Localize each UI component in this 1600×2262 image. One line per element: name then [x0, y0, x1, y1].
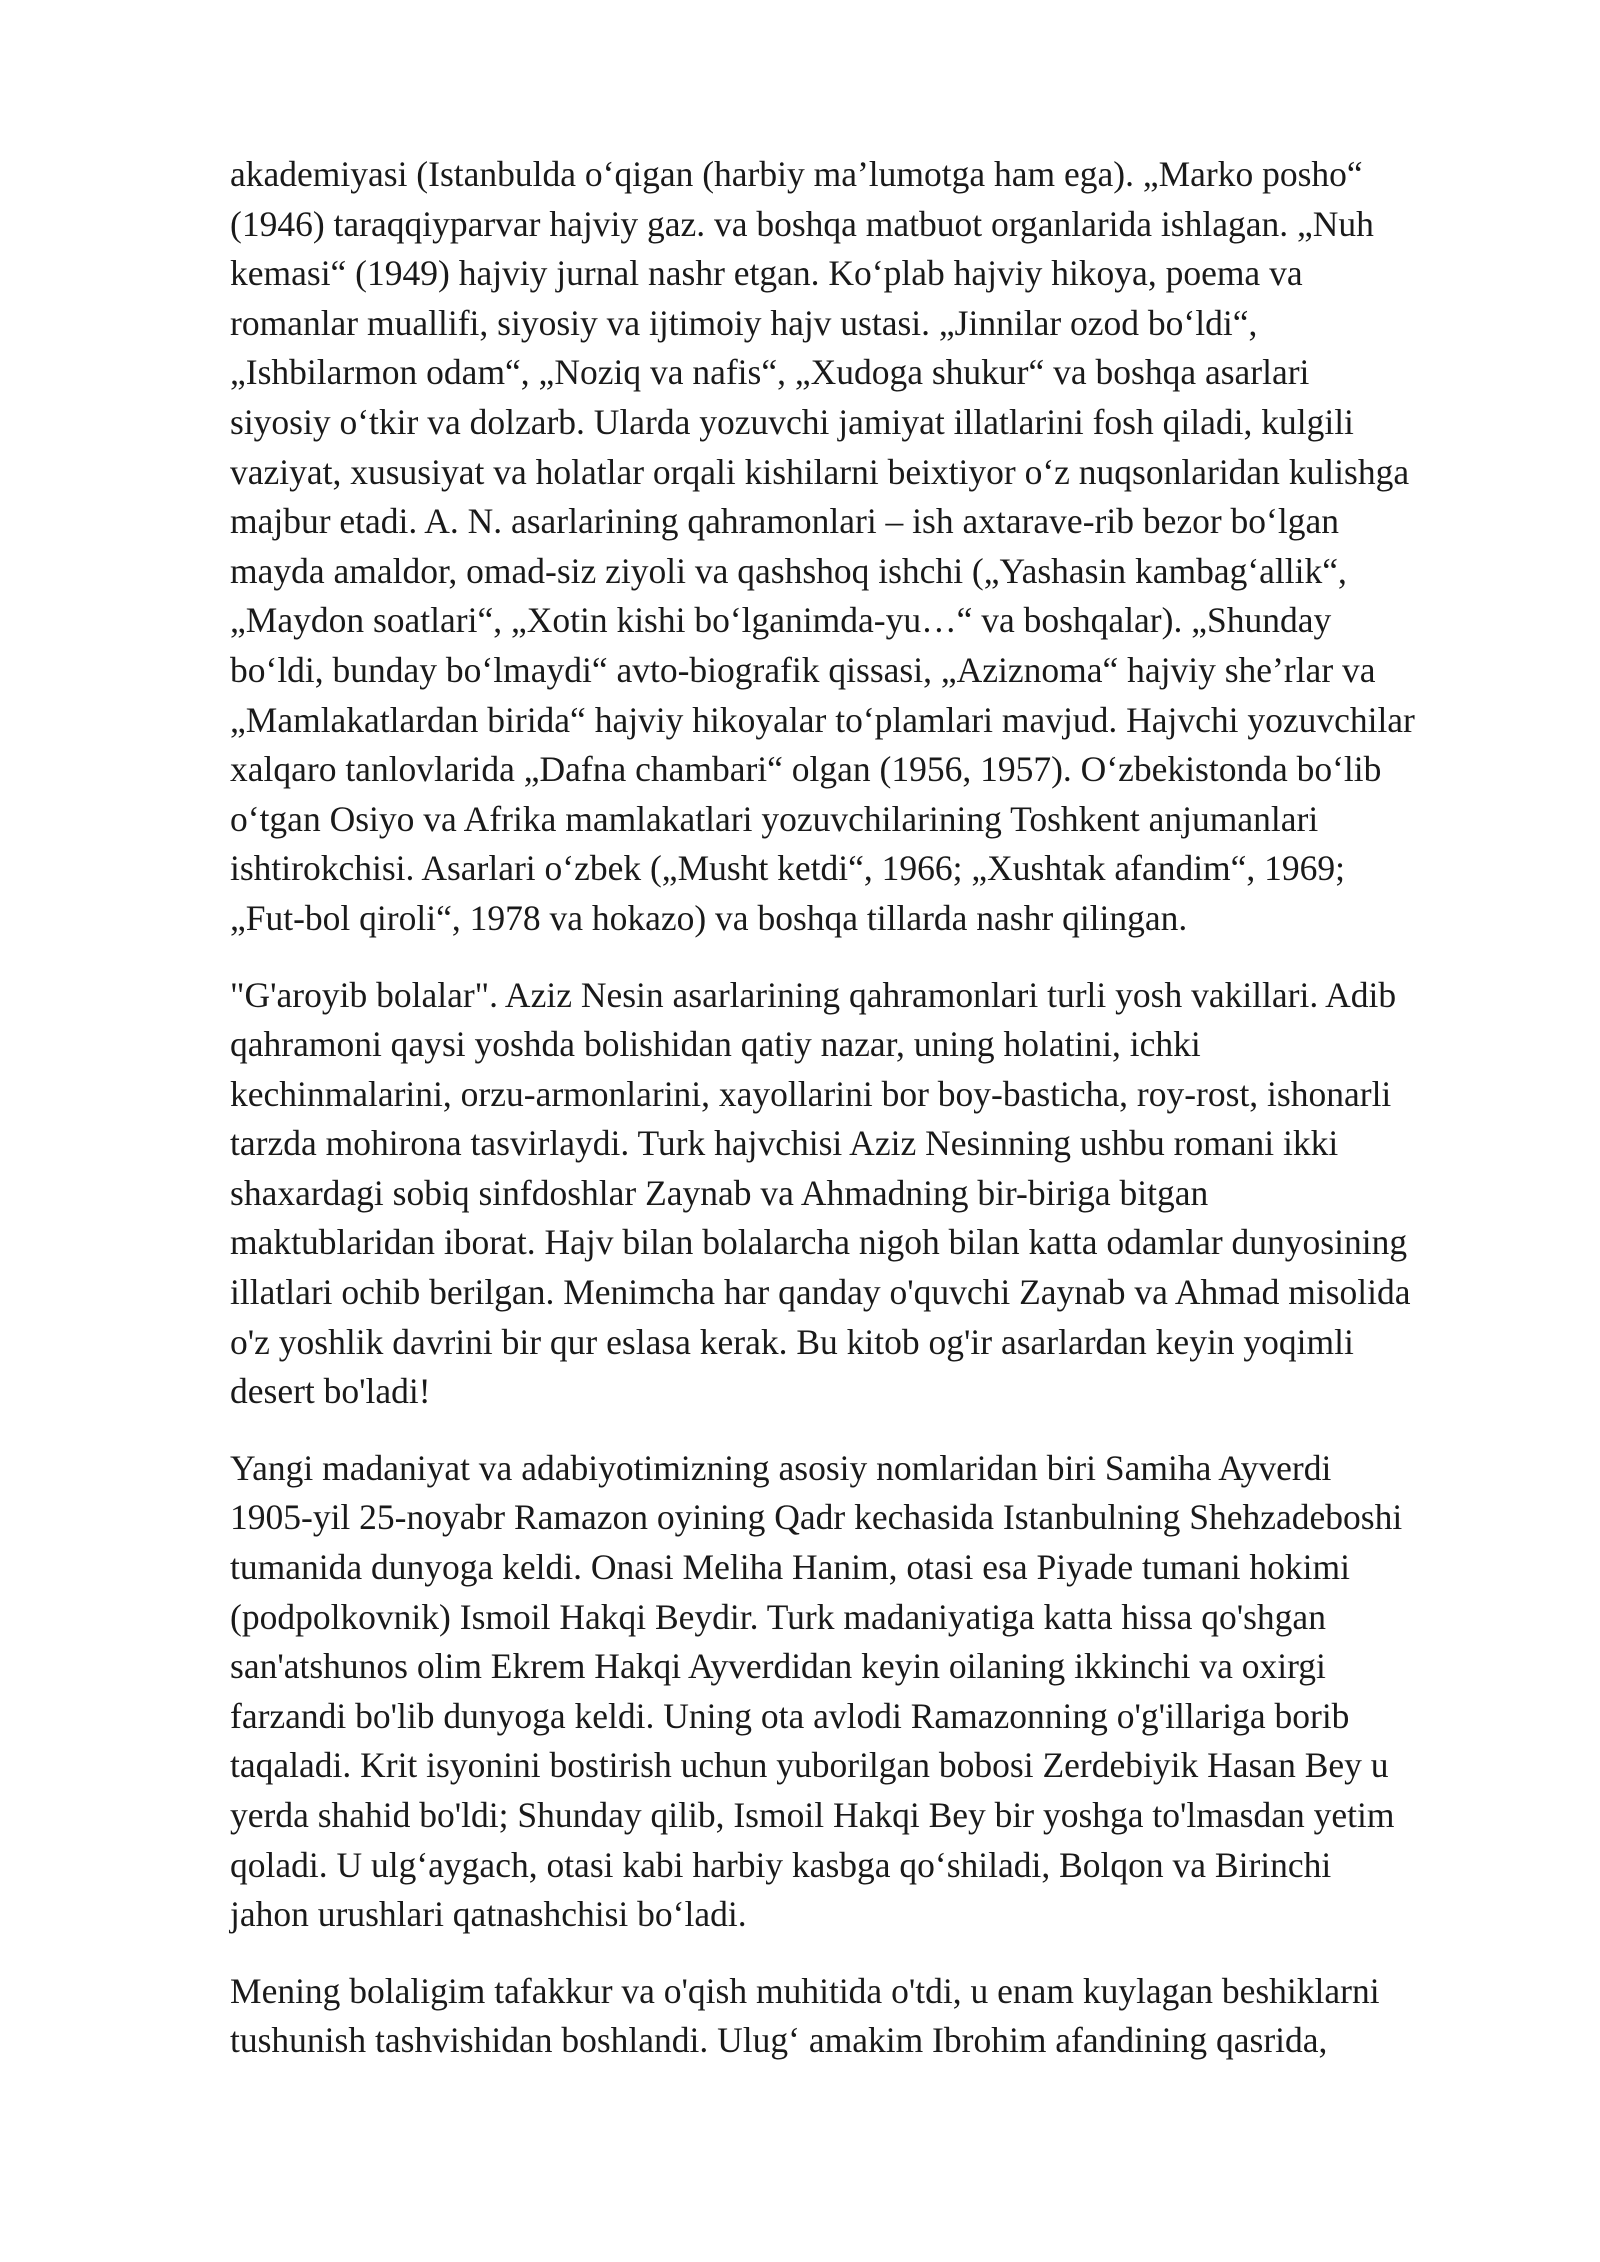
paragraph-mening-bolaligim: Mening bolaligim tafakkur va o'qish muhitida o'tdi, u enam kuylagan beshiklarni tushunish tashvishidan boshlandi. Ulug‘ amakim Ibrohim afandining qasrida,: [230, 1970, 1380, 2061]
paragraph-samiha-ayverdi: Yangi madaniyat va adabiyotimizning asosiy nomlaridan biri Samiha Ayverdi 1905-yil 25-noyabr Ramazon oyining Qadr kechasida Istanbulning Shehzadeboshi tumanida dunyoga keldi. Onasi Meliha Hanim, otasi esa Piyade tumani hokimi (podpolkovnik) Ismoil Hakqi Beydir. Turk madaniyatiga katta hissa qo'shgan san'atshunos olim Ekrem Hakqi Ayverdidan keyin oilaning ikkinchi va oxirgi farzandi bo'lib dunyoga keldi. Uning ota avlodi Ramazonning o'g'illariga borib taqaladi. Krit isyonini bostirish uchun yuborilgan bobosi Zerdebiyik Hasan Bey u yerda shahid bo'ldi; Shunday qilib, Ismoil Hakqi Bey bir yoshga to'lmasdan yetim qoladi. U ulg‘aygach, otasi kabi harbiy kasbga qo‘shiladi, Bolqon va Birinchi jahon urushlari qatnashchisi bo‘ladi.: [230, 1447, 1403, 1935]
document-page: [230, 150, 1506, 2093]
paragraph-garoyib-bolalar: "G'aroyib bolalar". Aziz Nesin asarlarining qahramonlari turli yosh vakillari. Adib qahramoni qaysi yoshda bolishidan qatiy nazar, uning holatini, ichki kechinmalarini, orzu-armonlarini, xayollarini bor boy-basticha, roy-rost, ishonarli tarzda mohirona tasvirlaydi. Turk hajvchisi Aziz Nesinning ushbu romani ikki shaxardagi sobiq sinfdoshlar Zaynab va Ahmadning bir-biriga bitgan maktublaridan iborat. Hajv bilan bolalarcha nigoh bilan katta odamlar dunyosining illatlari ochib berilgan. Menimcha har qanday o'quvchi Zaynab va Ahmad misolida o'z yoshlik davrini bir qur eslasa kerak. Bu kitob og'ir asarlardan keyin yoqimli desert bo'ladi!: [230, 974, 1411, 1412]
paragraph-aziz-nesin-biography: akademiyasi (Istanbulda o‘qigan (harbiy ma’lumotga ham ega). „Marko posho“ (1946) taraqqiyparvar hajviy gaz. va boshqa matbuot organlarida ishlagan. „Nuh kemasi“ (1949) hajviy jurnal nashr etgan. Ko‘plab hajviy hikoya, poema va romanlar muallifi, siyosiy va ijtimoiy hajv ustasi. „Jinnilar ozod bo‘ldi“, „Ishbilarmon odam“, „Noziq va nafis“, „Xudoga shukur“ va boshqa asarlari siyosiy o‘tkir va dolzarb. Ularda yozuvchi jamiyat illatlarini fosh qiladi, kulgili vaziyat, xususiyat va holatlar orqali kishilarni beixtiyor o‘z nuqsonlaridan kulishga majbur etadi. A. N. asarlarining qahramonlari – ish axtarave-rib bezor bo‘lgan mayda amaldor, omad-siz ziyoli va qashshoq ishchi („Yashasin kambag‘allik“, „Maydon soatlari“, „Xotin kishi bo‘lganimda-yu…“ va boshqalar). „Shunday bo‘ldi, bunday bo‘lmaydi“ avto-biografik qissasi, „Aziznoma“ hajviy she’rlar va „Mamlakatlardan birida“ hajviy hikoyalar to‘plamlari mavjud. Hajvchi yozuvchilar xalqaro tanlovlarida „Dafna chambari“ olgan (1956, 1957). O‘zbekistonda bo‘lib o‘tgan Osiyo va Afrika mamlakatlari yozuvchilarining Toshkent anjumanlari ishtirokchisi. Asarlari o‘zbek („Musht ketdi“, 1966; „Xushtak afandim“, 1969; „Fut-bol qiroli“, 1978 va hokazo) va boshqa tillarda nashr qilingan.: [230, 154, 1415, 938]
